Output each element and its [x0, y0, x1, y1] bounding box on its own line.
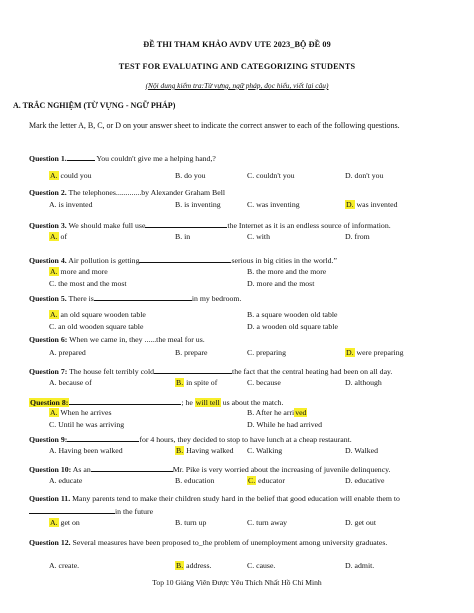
- answer-option[interactable]: [247, 232, 270, 242]
- answer-option[interactable]: [175, 561, 211, 571]
- option-letter: C.: [247, 171, 255, 180]
- option-letter: B.: [175, 518, 183, 527]
- option-text: turn up: [182, 518, 207, 527]
- question-text: us about the match.: [220, 398, 284, 407]
- option-letter: B.: [176, 378, 184, 387]
- answer-option[interactable]: [49, 446, 123, 456]
- answer-option[interactable]: [247, 348, 286, 358]
- question-text: Many parents tend to make their children study hard in the belief that good education will enable them to: [70, 494, 400, 503]
- option-text: was inventing: [254, 200, 300, 209]
- answer-option[interactable]: [247, 408, 307, 418]
- option-letter: C.: [49, 279, 57, 288]
- highlighted-text: will tell: [195, 398, 220, 407]
- option-letter: A.: [49, 348, 57, 357]
- answer-blank: [67, 152, 95, 161]
- option-letter: D.: [345, 232, 353, 241]
- answer-option[interactable]: [247, 171, 295, 181]
- answer-blank: [145, 219, 227, 228]
- option-letter: C.: [49, 420, 57, 429]
- question-stem: [29, 152, 216, 164]
- answer-blank: [91, 463, 173, 472]
- question-stem: [29, 433, 352, 445]
- option-text: get out: [352, 518, 376, 527]
- option-text: Having been walked: [56, 446, 123, 455]
- answer-option[interactable]: [49, 518, 80, 528]
- question-text: serious in big cities in the world.”: [231, 256, 337, 265]
- option-letter: A.: [49, 200, 57, 209]
- option-text: the more and the more: [254, 267, 327, 276]
- answer-option[interactable]: [49, 279, 127, 289]
- answer-option[interactable]: [247, 322, 338, 332]
- question-text: The telephones.............by Alexander Graham Bell: [66, 188, 226, 197]
- option-letter: C.: [247, 378, 255, 387]
- question-text: As an: [71, 465, 91, 474]
- answer-option[interactable]: [49, 322, 143, 332]
- answer-option[interactable]: [345, 518, 376, 528]
- answer-option[interactable]: [345, 378, 382, 388]
- option-text: in: [182, 232, 191, 241]
- option-letter: C.: [247, 232, 255, 241]
- answer-blank: [29, 505, 115, 514]
- option-letter: B.: [175, 200, 183, 209]
- question-text: There is: [66, 294, 94, 303]
- question-number: Question 5.: [29, 294, 67, 303]
- question-text: The house felt terribly cold: [67, 367, 155, 376]
- option-text: from: [352, 232, 370, 241]
- option-text: create.: [56, 561, 80, 570]
- question-stem: [29, 292, 241, 304]
- answer-option[interactable]: [175, 446, 234, 456]
- option-text: get on: [58, 518, 80, 527]
- answer-option[interactable]: [247, 446, 282, 456]
- answer-option[interactable]: [49, 476, 82, 486]
- option-letter: D.: [346, 348, 354, 357]
- option-letter: C.: [247, 348, 255, 357]
- answer-option[interactable]: [175, 171, 206, 181]
- option-text: more and more: [58, 267, 108, 276]
- option-letter: B.: [247, 408, 255, 417]
- question-number: Question 6:: [29, 335, 68, 344]
- answer-option[interactable]: [175, 476, 214, 486]
- option-letter: A.: [49, 476, 57, 485]
- option-text: with: [254, 232, 270, 241]
- option-letter: D.: [247, 279, 255, 288]
- option-letter: C.: [247, 518, 255, 527]
- answer-blank: [67, 433, 139, 442]
- answer-option[interactable]: [49, 408, 112, 418]
- answer-blank: [139, 254, 231, 263]
- option-text: do you: [182, 171, 206, 180]
- question-number: Question 10:: [29, 465, 72, 474]
- option-text: After he arri: [254, 408, 295, 417]
- option-letter: D.: [247, 420, 255, 429]
- answer-option[interactable]: [247, 561, 275, 571]
- question-text: the fact that the central heating had been on all day.: [232, 367, 393, 376]
- option-letter: A.: [50, 310, 58, 319]
- answer-option[interactable]: [247, 267, 326, 277]
- option-text: prepared: [56, 348, 86, 357]
- option-text: in spite of: [184, 378, 218, 387]
- option-text: educate: [56, 476, 83, 485]
- answer-option[interactable]: [247, 378, 281, 388]
- option-text: address.: [184, 561, 212, 570]
- question-stem: [29, 188, 225, 198]
- answer-option[interactable]: [345, 348, 404, 358]
- question-number: Question 7:: [29, 367, 68, 376]
- question-text: When we came in, they ......the meal for us.: [67, 335, 205, 344]
- question-number: Question 1.: [29, 154, 67, 163]
- option-letter: D.: [345, 171, 353, 180]
- answer-option[interactable]: [247, 279, 314, 289]
- question-stem: [29, 463, 391, 475]
- question-stem: [29, 254, 337, 266]
- option-text: When he arrives: [58, 408, 112, 417]
- answer-option[interactable]: [49, 232, 67, 242]
- question-text: in my bedroom.: [191, 294, 242, 303]
- option-letter: A.: [49, 446, 57, 455]
- option-letter: D.: [345, 518, 353, 527]
- answer-option[interactable]: [247, 476, 285, 486]
- section-title: A. TRẮC NGHIỆM (TỪ VỰNG - NGỮ PHÁP): [13, 101, 176, 110]
- exam-subtitle: TEST FOR EVALUATING AND CATEGORIZING STUDENTS: [118, 62, 356, 71]
- question-number: Question 9:: [29, 435, 68, 444]
- answer-option[interactable]: [49, 200, 93, 210]
- answer-option[interactable]: [247, 518, 287, 528]
- question-number: Question 11.: [29, 494, 71, 503]
- question-text: You couldn't give me a helping hand,: [94, 154, 213, 163]
- option-letter: C.: [247, 446, 255, 455]
- answer-blank: [69, 396, 181, 405]
- option-letter: C.: [49, 322, 57, 331]
- option-text: were preparing: [354, 348, 404, 357]
- answer-option[interactable]: [345, 171, 383, 181]
- option-text: is invented: [56, 200, 93, 209]
- exam-content-note: (Nội dung kiểm tra:Từ vựng, ngữ pháp, đọc hiểu, viết lại câu): [145, 81, 329, 90]
- option-letter: C.: [247, 200, 255, 209]
- option-letter: C.: [248, 476, 256, 485]
- answer-option[interactable]: [345, 232, 370, 242]
- option-text: education: [182, 476, 215, 485]
- option-text: could you: [58, 171, 92, 180]
- answer-option[interactable]: [247, 310, 338, 320]
- option-text: couldn't you: [254, 171, 295, 180]
- option-letter: D.: [345, 378, 353, 387]
- question-text: in the future: [115, 506, 154, 516]
- option-letter: C.: [247, 561, 255, 570]
- answer-option[interactable]: [49, 310, 146, 320]
- question-number: Question 8:: [30, 398, 69, 407]
- question-text: Several measures have been proposed to_the problem of unemployment among university graduates.: [70, 538, 388, 547]
- exam-title: ĐỀ THI THAM KHẢO AVDV UTE 2023_BỘ ĐỀ 09: [143, 40, 331, 49]
- question-number: Question 3.: [29, 221, 67, 230]
- highlighted-text: ved: [295, 408, 307, 417]
- answer-option[interactable]: [247, 200, 300, 210]
- option-letter: A.: [49, 378, 57, 387]
- option-letter: B.: [176, 446, 184, 455]
- option-text: educator: [256, 476, 285, 485]
- option-text: While he had arrived: [254, 420, 322, 429]
- answer-blank: [154, 365, 232, 374]
- answer-option[interactable]: [345, 200, 397, 210]
- option-letter: A.: [50, 518, 58, 527]
- question-text: the Internet as it is an endless source of information.: [227, 221, 391, 230]
- option-letter: A.: [49, 561, 57, 570]
- option-text: don't you: [352, 171, 384, 180]
- option-letter: D.: [345, 476, 353, 485]
- option-text: the most and the most: [56, 279, 127, 288]
- option-letter: A.: [50, 171, 58, 180]
- option-text: although: [352, 378, 382, 387]
- answer-option[interactable]: [175, 200, 221, 210]
- option-letter: D.: [346, 200, 354, 209]
- option-letter: B.: [175, 171, 183, 180]
- answer-option[interactable]: [345, 561, 374, 571]
- answer-option[interactable]: [175, 518, 206, 528]
- instructions: Mark the letter A, B, C, or D on your answer sheet to indicate the correct answer to each of the following questions.: [29, 121, 400, 130]
- option-letter: D.: [345, 446, 353, 455]
- option-letter: B.: [175, 476, 183, 485]
- option-text: preparing: [254, 348, 286, 357]
- question-text: ; he: [181, 398, 195, 407]
- option-text: because: [254, 378, 281, 387]
- option-text: an old wooden square table: [56, 322, 144, 331]
- question-text: ?: [212, 154, 216, 163]
- answer-option[interactable]: [49, 561, 79, 571]
- option-text: Walked: [352, 446, 379, 455]
- option-text: is inventing: [182, 200, 221, 209]
- option-letter: B.: [247, 267, 255, 276]
- answer-option[interactable]: [49, 267, 108, 277]
- question-text: Air pollution is getting: [66, 256, 140, 265]
- question-text: for 4 hours, they decided to stop to have lunch at a cheap restaurant.: [139, 435, 352, 444]
- option-text: a square wooden old table: [254, 310, 338, 319]
- option-text: Walking: [254, 446, 283, 455]
- option-text: was invented: [354, 200, 398, 209]
- question-stem: [29, 396, 283, 408]
- page-footer: Top 10 Giảng Viên Được Yêu Thích Nhất Hồ Chí Minh: [152, 578, 322, 587]
- option-text: an old square wooden table: [58, 310, 146, 319]
- question-stem: [29, 365, 392, 377]
- question-text: We should make full use: [66, 221, 146, 230]
- option-text: more and the most: [254, 279, 315, 288]
- option-letter: A.: [50, 267, 58, 276]
- question-stem: [29, 219, 391, 231]
- option-letter: B.: [247, 310, 255, 319]
- option-letter: D.: [345, 561, 353, 570]
- option-letter: A.: [50, 408, 58, 417]
- option-text: a wooden old square table: [254, 322, 338, 331]
- option-letter: A.: [50, 232, 58, 241]
- answer-option[interactable]: [49, 378, 92, 388]
- answer-option[interactable]: [175, 348, 207, 358]
- option-text: Having walked: [184, 446, 234, 455]
- question-stem: [29, 335, 205, 345]
- question-number: Question 12.: [29, 538, 71, 547]
- option-text: admit.: [352, 561, 375, 570]
- answer-option[interactable]: [175, 232, 190, 242]
- option-letter: D.: [247, 322, 255, 331]
- option-text: Until he was arriving: [56, 420, 125, 429]
- answer-option[interactable]: [49, 171, 92, 181]
- question-stem: [29, 538, 447, 549]
- answer-option[interactable]: [49, 348, 86, 358]
- answer-option[interactable]: [247, 420, 322, 430]
- option-letter: B.: [175, 348, 183, 357]
- question-number: Question 2.: [29, 188, 67, 197]
- question-number: Question 4.: [29, 256, 67, 265]
- answer-option[interactable]: [175, 378, 217, 388]
- option-text: prepare: [182, 348, 208, 357]
- answer-option[interactable]: [345, 476, 384, 486]
- option-text: educative: [352, 476, 385, 485]
- option-text: of: [58, 232, 68, 241]
- answer-blank: [94, 292, 192, 301]
- question-text: Mr. Pike is very worried about the increasing of juvenile delinquency.: [172, 465, 391, 474]
- option-letter: B.: [175, 232, 183, 241]
- option-text: because of: [56, 378, 92, 387]
- option-text: cause.: [254, 561, 276, 570]
- answer-option[interactable]: [49, 420, 124, 430]
- question-stem: [29, 494, 447, 517]
- answer-option[interactable]: [345, 446, 378, 456]
- option-letter: B.: [176, 561, 184, 570]
- option-text: turn away: [254, 518, 288, 527]
